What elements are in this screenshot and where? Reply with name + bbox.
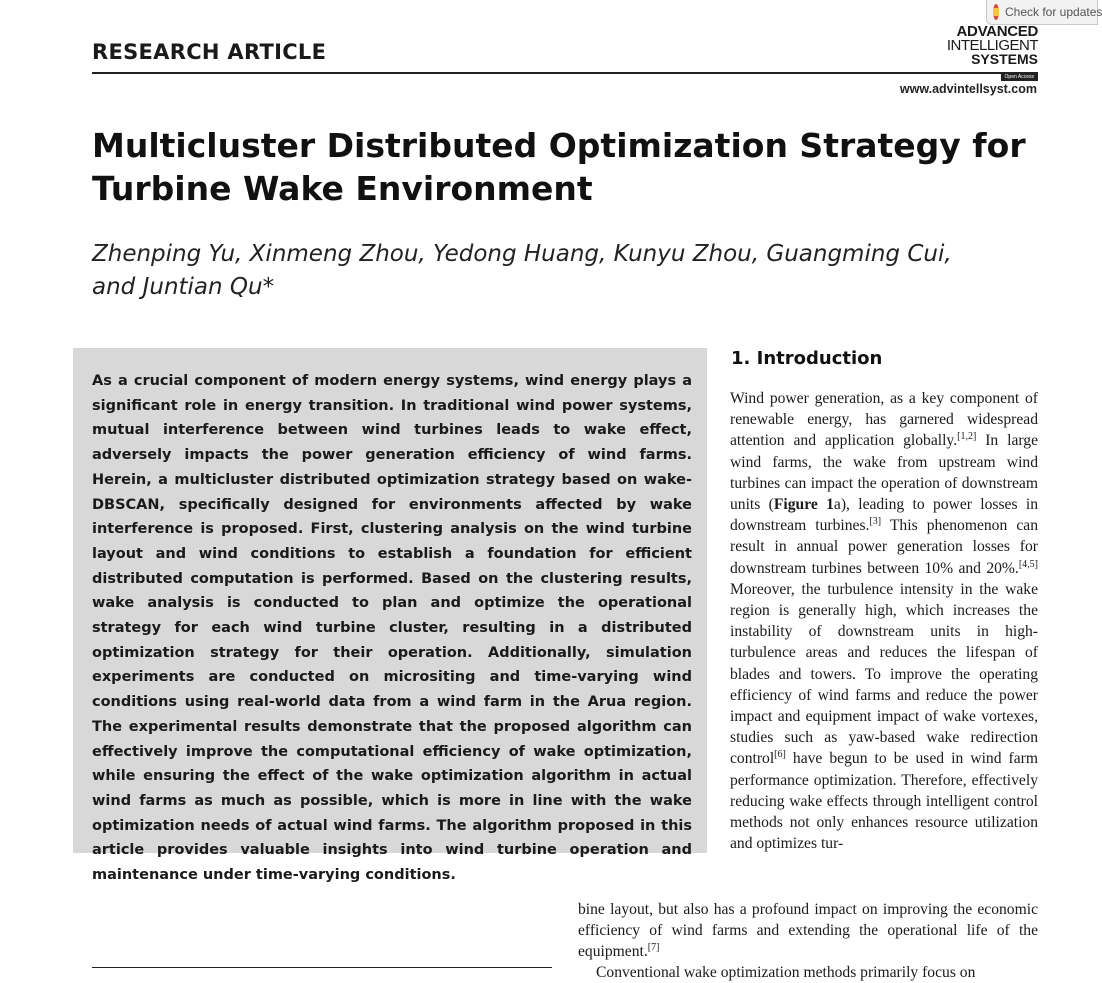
footnote-divider [92,967,552,968]
citation-6[interactable]: [6] [774,749,786,761]
citation-3[interactable]: [3] [869,516,882,528]
abstract-text: As a crucial component of modern energy systems, wind energy plays a significant role in energy transition. In traditional wind power systems, mutual interference between wind turbines leads to wake effect, adversely impacts the power generation efficiency of wind farms. Herein, a multicluster distributed optimization strategy based on wake-DBSCAN, specifically designed for environments affected by wake interference is proposed. First, clustering analysis on the wind turbine layout and wind conditions to establish a foundation for efficient distributed computation is performed. Based on the clustering results, wake analysis is conducted to plan and optimize the operational strategy for each wind turbine cluster, resulting in a distributed optimization strategy for their operation. Additionally, simulation experiments are conducted on micrositing and time-varying wind conditions using real-world data from a wind farm in the Arua region. The experimental results demonstrate that the proposed algorithm can effectively improve the computational efficiency of wake optimization, while ensuring the effect of the wake optimization algorithm in actual wind farms as much as possible, which is more in line with the wake optimization needs of actual wind farms. The algorithm proposed in this article provides valuable insights into wind turbine operation and maintenance under time-varying conditions. [92,373,692,884]
check-for-updates-badge[interactable] [986,0,1102,25]
introduction-paragraph [730,388,1038,854]
citation-7[interactable]: [7] [647,942,660,954]
bookmark-icon [993,4,999,20]
intro-sentence-3: a), leading to power losses in downstream turbines. [730,496,1039,535]
journal-logo-line-2: INTELLIGENT [946,37,1038,54]
intro-sentence-1: Wind power generation, as a key component of renewable energy, has garnered widespread attention and application globally. [730,390,1038,450]
abstract-box [73,348,707,884]
journal-url[interactable]: www.advintellsyst.com [899,82,1037,96]
intro-sentence-2: In large wind farms, the wake from upstream wind turbines can impact the operation of downstream units ( [730,432,1039,514]
intro-sentence-4: This phenomenon can result in annual power generation losses for downstream turbines between 10% and 20%. [730,517,1038,577]
section-label: RESEARCH ARTICLE [92,40,327,64]
intro-sentence-7: bine layout, but also has a profound impact on improving the economic efficiency of wind farms and extending the operational life of the equipment. [578,901,1038,961]
figure-1-reference[interactable]: Figure 1 [773,496,834,514]
introduction-heading: 1. Introduction [731,348,883,369]
open-access-tag: Open Access [1001,74,1038,81]
intro-sentence-5: Moreover, the turbulence intensity in the wake region is generally high, which increases the instability of downstream units in high-turbulence areas and reduces the lifespan of blades and towers. To improve the operating efficiency of wind farms and reduce the power impact and equipment impact of wake vortexes, studies such as yaw-based wake redirection control [730,580,1038,768]
journal-logo-line-1: ADVANCED [956,23,1038,40]
author-list: Zhenping Yu, Xinmeng Zhou, Yedong Huang, Kunyu Zhou, Guangming Cui, and Juntian Qu* [92,241,952,300]
journal-logo-line-3: SYSTEMS [971,51,1038,67]
article-title: Multicluster Distributed Optimization Strategy for Turbine Wake Environment [92,126,1026,208]
citation-4-5[interactable]: [4,5] [1018,558,1038,570]
journal-logo [930,23,1038,80]
header-divider [92,72,1038,74]
introduction-paragraph-continued [578,899,1038,963]
citation-1-2[interactable]: [1,2] [957,431,977,443]
check-for-updates-label: Check for updates [1005,5,1102,19]
next-paragraph-start: Conventional wake optimization methods primarily focus on [596,964,976,981]
intro-sentence-6: have begun to be used in wind farm performance optimization. Therefore, effectively reducing wake effects through intelligent control methods not only enhances resource utilization and optimizes tur- [730,750,1038,853]
